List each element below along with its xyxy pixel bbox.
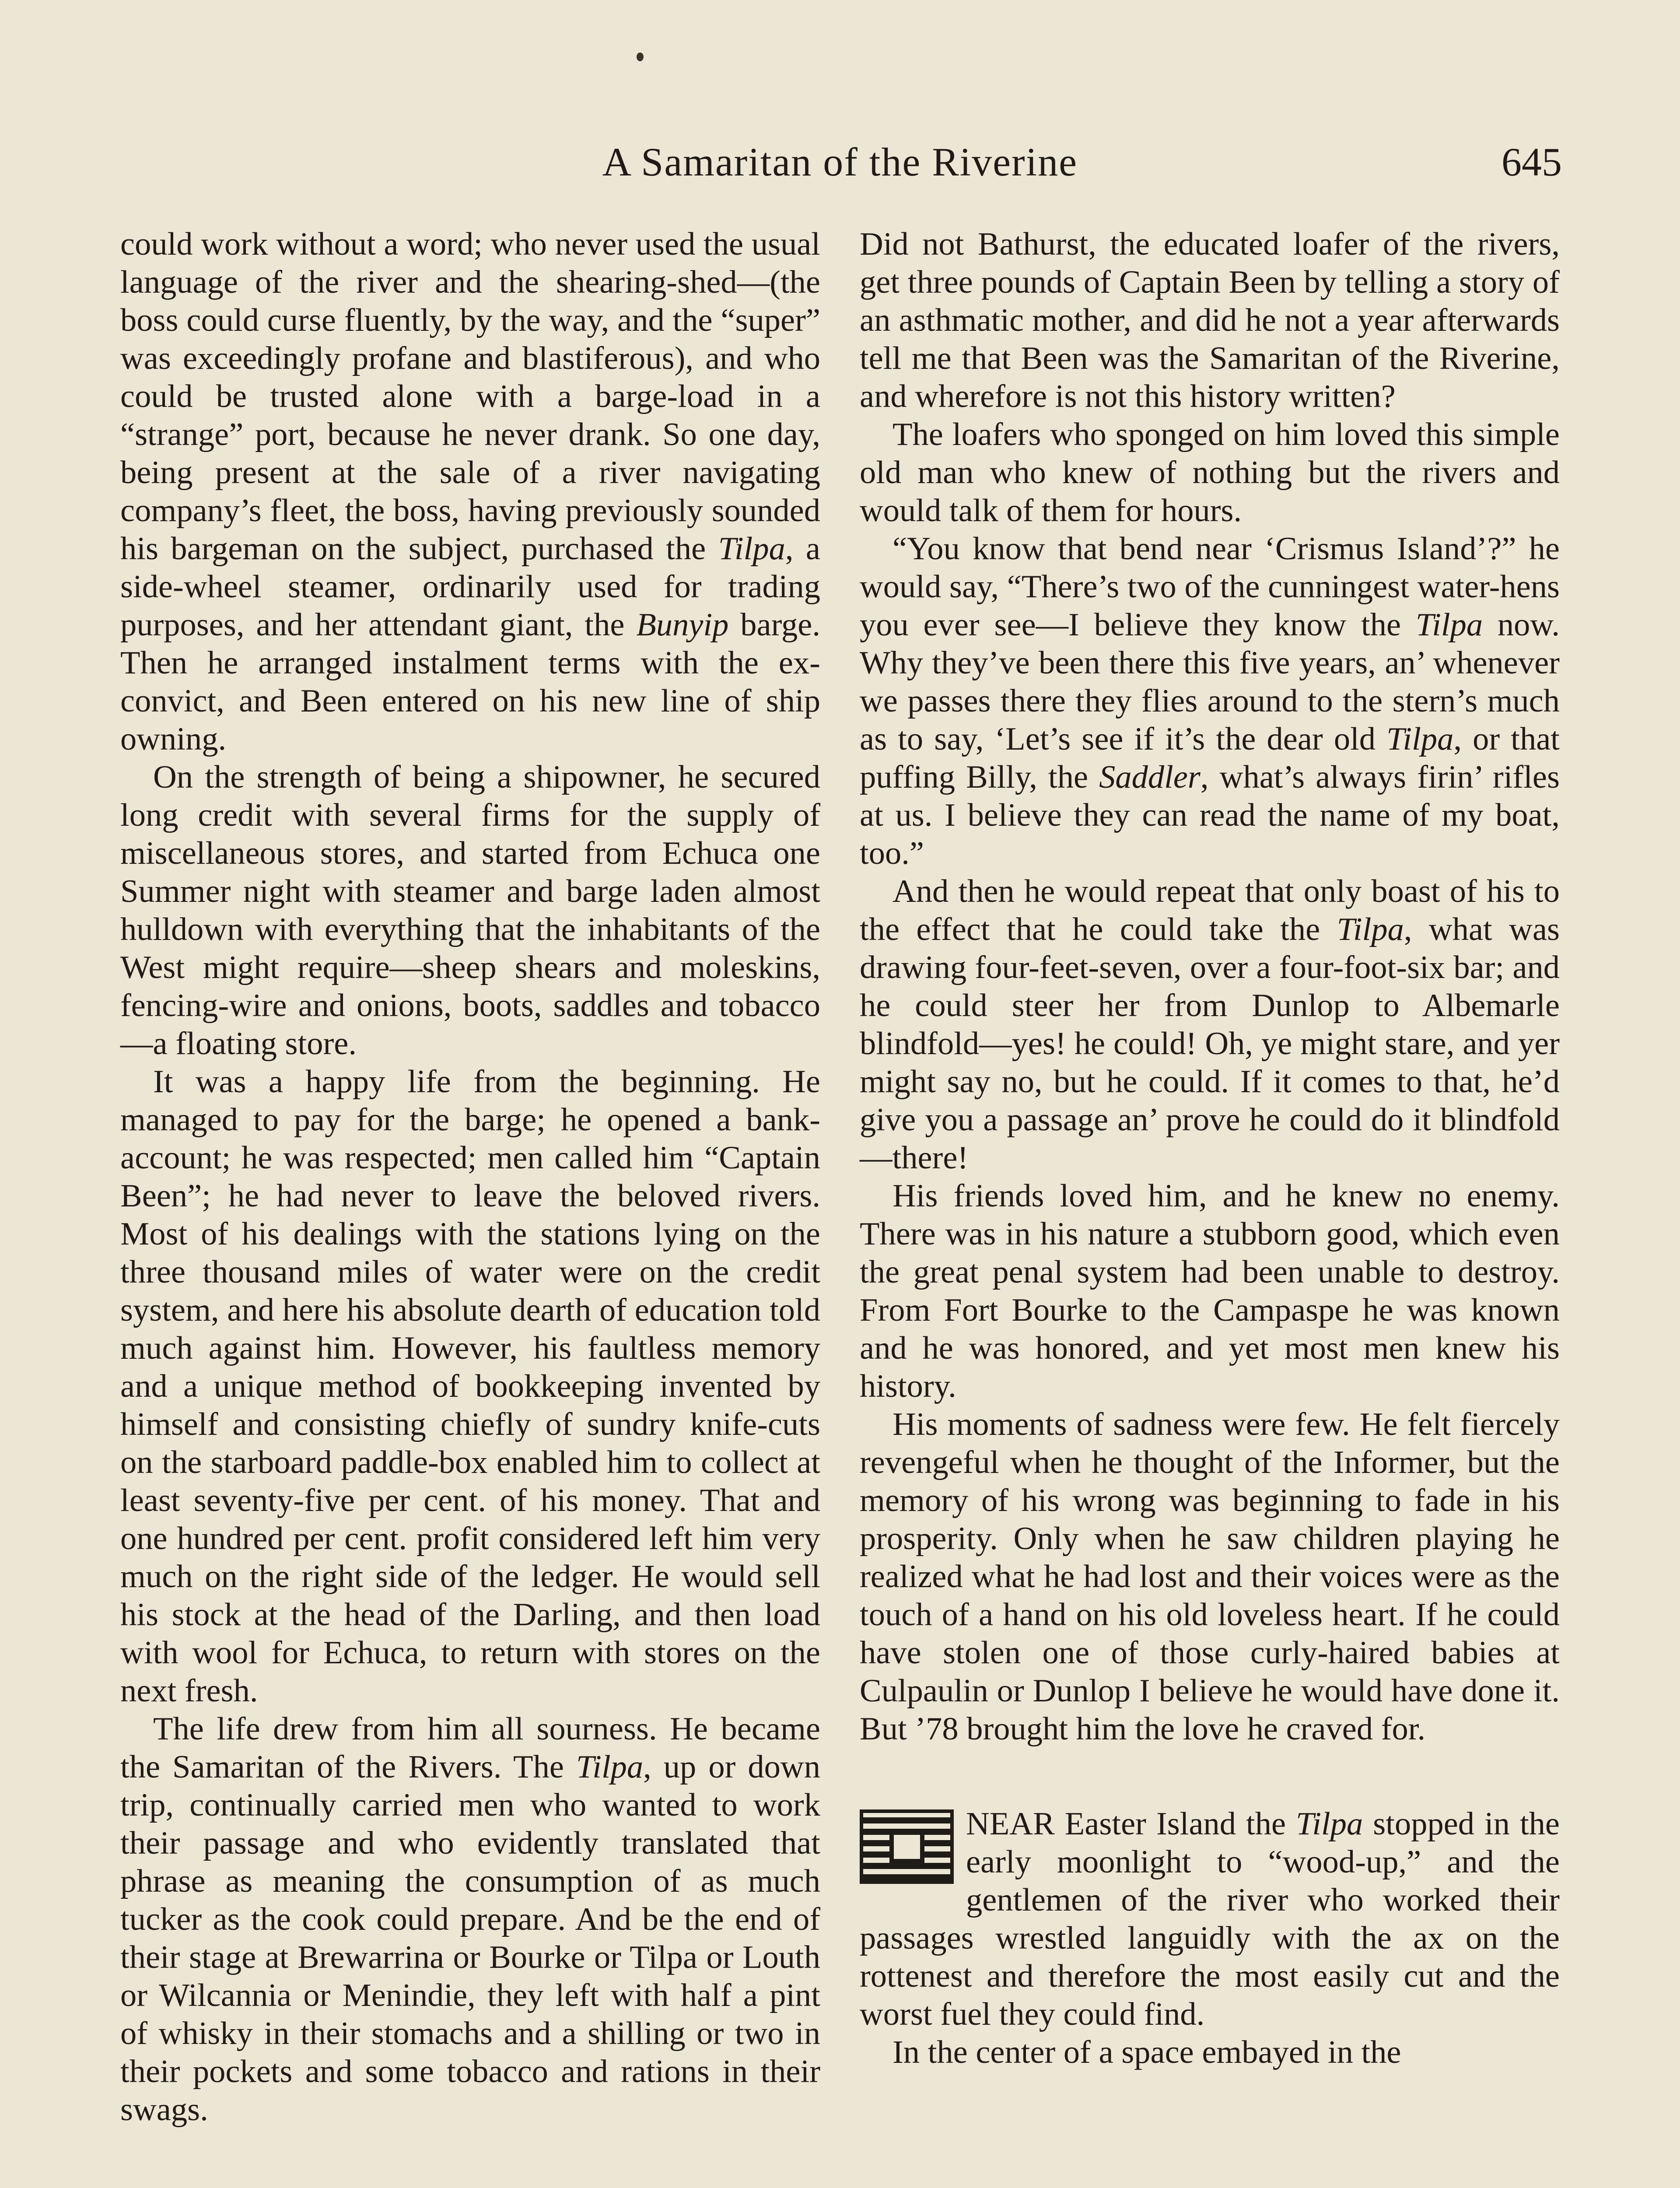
page-number: 645 (1502, 140, 1562, 184)
paragraph: “You know that bend near ‘Crismus Island’?” he would say, “There’s two of the cunningest water-hens you ever see—I believe they know the Tilpa now. Why they’ve been there this five years, an’ whenever we passes there they flies around to the stern’s much as to say, ‘Let’s see if it’s the dear old Tilpa, or that puffing Billy, the Saddler, what’s always firin’ rifles at us. I believe they can read the name of my boat, too.” (860, 531, 1560, 871)
paragraph: On the strength of being a shipowner, he secured long credit with several firms for the supply of miscellaneous stores, and started from Echuca one Summer night with steamer and barge laden almost hulldown with everything that the inhabitants of the West might require—sheep shears and moleskins, fencing-wire and onions, boots, saddles and tobacco—a floating store. (120, 759, 820, 1062)
paragraph: And then he would repeat that only boast of his to the effect that he could take the Tilpa, what was drawing four-feet-seven, over a four-foot-six bar; and he could steer her from Dunlop to Albemarle blindfold—yes! he could! Oh, ye might stare, and yer might say no, but he could. If it comes to that, he’d give you a passage an’ prove he could do it blindfold—there! (860, 873, 1560, 1176)
paragraph: In the center of a space embayed in the (892, 2034, 1401, 2070)
paragraph: NEAR Easter Island the Tilpa stopped in the early moonlight to “wood-up,” and the gentlemen of the river who worked their passages wrestled languidly with the ax on the rottenest and therefore the most easily cut and the worst fuel they could find. (860, 1806, 1560, 2032)
paragraph: The life drew from him all sourness. He became the Samaritan of the Rivers. The Tilpa, up or down trip, continually carried men who wanted to work their passage and who evidently translated that phrase as meaning the consumption of as much tucker as the cook could prepare. And be the end of their stage at Brewarrina or Bourke or Tilpa or Louth or Wilcannia or Menindie, they left with half a pint of whisky in their stomachs and a shilling or two in their pockets and some tobacco and rations in their swags. (120, 1711, 820, 2128)
paragraph: The loafers who sponged on him loved this simple old man who knew of nothing but the rivers and would talk of them for hours. (860, 417, 1560, 529)
left-column (120, 225, 820, 2129)
paragraph: could work without a word; who never used the usual language of the river and the shearing-shed—(the boss could curse fluently, by the way, and the “super” was exceedingly profane and blastiferous), and who could be trusted alone with a barge-load in a “strange” port, because he never drank. So one day, being present at the sale of a river navigating company’s fleet, the boss, having previously sounded his bargeman on the subject, purchased the Tilpa, a side-wheel steamer, ordinarily used for trading purposes, and her attendant giant, the Bunyip barge. Then he arranged instalment terms with the ex-convict, and Been entered on his new line of ship owning. (120, 226, 820, 757)
paragraph: His friends loved him, and he knew no enemy. There was in his nature a stubborn good, which even the great penal system had been unable to destroy. From Fort Bourke to the Campaspe he was known and he was honored, and yet most men knew his history. (860, 1178, 1560, 1404)
right-column (860, 225, 1560, 2072)
decorative-initial-ornament (860, 1809, 954, 1884)
running-title: A Samaritan of the Riverine (602, 140, 1078, 184)
paragraph: His moments of sadness were few. He felt fiercely revengeful when he thought of the Informer, but the memory of his wrong was beginning to fade in his prosperity. Only when he saw children playing he realized what he had lost and their voices were as the touch of a hand on his old loveless heart. If he could have stolen one of those curly-haired babies at Culpaulin or Dunlop I believe he would have done it. But ’78 brought him the love he craved for. (860, 1406, 1560, 1747)
print-speck (637, 53, 644, 61)
paragraph: It was a happy life from the beginning. He managed to pay for the barge; he opened a bank-account; he was respected; men called him “Captain Been”; he had never to leave the beloved rivers. Most of his dealings with the stations lying on the three thousand miles of water were on the credit system, and here his absolute dearth of education told much against him. However, his faultless memory and a unique method of bookkeeping invented by himself and consisting chiefly of sundry knife-cuts on the starboard paddle-box enabled him to collect at least seventy-five per cent. of his money. That and one hundred per cent. profit considered left him very much on the right side of the ledger. He would sell his stock at the head of the Darling, and then load with wool for Echuca, to return with stores on the next fresh. (120, 1064, 820, 1709)
page-header (118, 129, 1562, 195)
paragraph: Did not Bathurst, the educated loafer of the rivers, get three pounds of Captain Been by telling a story of an asthmatic mother, and did he not a year afterwards tell me that Been was the Samaritan of the Riverine, and wherefore is not this history written? (860, 226, 1560, 414)
